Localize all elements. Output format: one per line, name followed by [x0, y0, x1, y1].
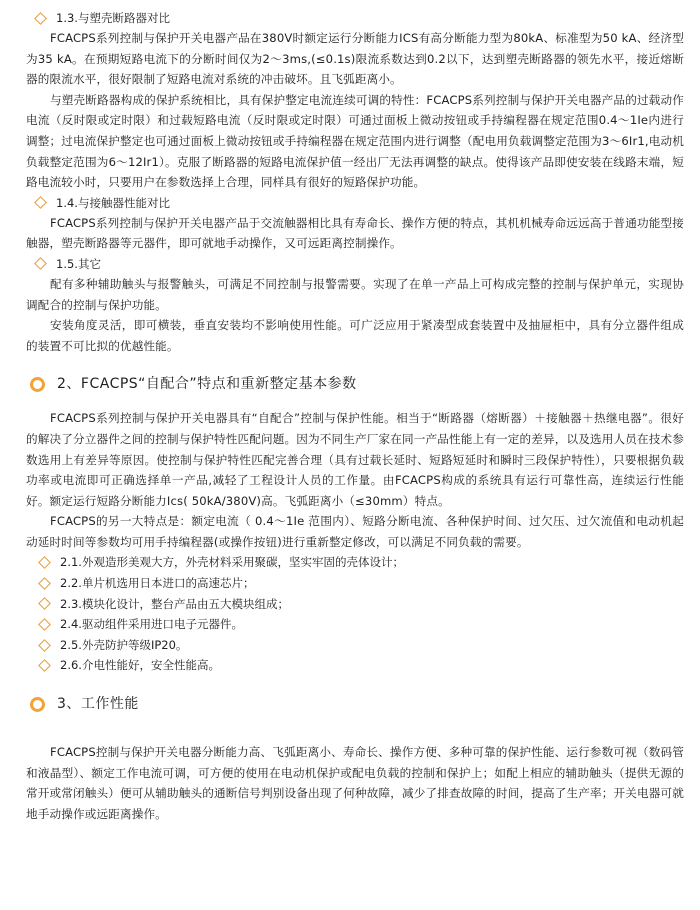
paragraph: FCACPS控制与保护开关电器分断能力高、飞弧距离小、寿命长、操作方便、多种可靠的保护性能、运行参数可视（数码管和液晶型）、额定工作电流可调，可方便的使用在电动机保护或配电负载的控制和保护上；如配上相应的辅助触头（提供无源的常开或常闭触头）便可从辅助触头的通断信号判别设备出现了何种故障，减少了排查故障的时间，提高了生产率；开关电器可就地手动操作或远距离操作。 — [26, 745, 684, 821]
paragraph: FCACPS系列控制与保护开关电器产品在380V时额定运行分断能力ICS有高分断能力型为80kA、标准型为50 kA、经济型为35 kA。在预期短路电流下的分断时间仅为2～3ms,(≤0.1s)限流系数达到0.2以下，达到塑壳断路器的领先水平，接近熔断器的限流水平，很好限制了短路电流对系统的冲击破坏。且飞弧距离小。 — [26, 31, 684, 87]
list-item — [40, 573, 684, 594]
diamond-bullet-icon — [38, 598, 51, 611]
section-heading-1-3 — [36, 8, 684, 28]
section-heading-1-4 — [36, 193, 684, 213]
diamond-bullet-icon — [38, 659, 51, 672]
list-item-text: 2.1.外观造形美观大方，外壳材料采用聚碳，坚实牢固的壳体设计； — [60, 555, 404, 570]
section-heading-text: 1.3.与塑壳断路器对比 — [56, 11, 170, 25]
paragraph: FCACPS的另一大特点是：额定电流（ 0.4～1Ie 范围内）、短路分断电流、各种保护时间、过欠压、过欠流值和电动机起动延时时间等参数均可用手持编程器(或操作按钮)进行重新整定修改，可以满足不同负载的需要。 — [26, 514, 684, 549]
paragraph: 与塑壳断路器构成的保护系统相比，具有保护整定电流连续可调的特性：FCACPS系列控制与保护开关电器产品的过载动作电流（反时限或定时限）和过载短路电流（反时限或定时限）可通过面板上微动按钮或手持编程器在规定范围0.4～1Ie内进行调整；过电流保护整定也可通过面板上微动按钮或手持编程器在规定范围内进行调整（配电用负载调整定范围为3～6Ir1,电动机负载整定范围为6～12Ir1）。克服了断路器的短路电流保护值一经出厂无法再调整的缺点。使得该产品即使安装在线路末端，短路电流较小时，只要用户在参数选择上合理，同样具有很好的短路保护功能。 — [26, 92, 684, 190]
section-heading-3 — [30, 694, 684, 714]
feature-list — [26, 552, 684, 676]
paragraph: 配有多种辅助触头与报警触头，可满足不同控制与报警需要。实现了在单一产品上可构成完整的控制与保护单元，实现协调配合的控制与保护功能。 — [26, 276, 684, 312]
section-heading-text: 3、工作性能 — [57, 696, 139, 713]
diamond-bullet-icon — [34, 196, 47, 209]
diamond-bullet-icon — [34, 258, 47, 271]
list-item-text: 2.5.外壳防护等级IP20。 — [60, 637, 188, 652]
diamond-bullet-icon — [38, 639, 51, 652]
list-item — [40, 594, 684, 615]
list-item — [40, 635, 684, 656]
list-item-text: 2.6.介电性能好，安全性能高。 — [60, 658, 220, 673]
diamond-bullet-icon — [34, 12, 47, 25]
list-item-text: 2.4.驱动组件采用进口电子元器件。 — [60, 617, 243, 632]
spacer — [26, 728, 684, 742]
list-item — [40, 655, 684, 676]
list-item — [40, 552, 684, 573]
section-heading-1-5 — [36, 254, 684, 274]
section-heading-2 — [30, 374, 684, 394]
paragraph: FCACPS系列控制与保护开关电器具有“自配合”控制与保护性能。相当于“断路器（熔断器）＋接触器＋热继电器”。很好的解决了分立器件之间的控制与保护特性匹配问题。因为不同生产厂家在同一产品性能上有一定的差异，以及选用人员在技术参数选用上有差异等原因。使控制与保护特性匹配完善合理（具有过载长延时、短路短延时和瞬时三段保护特性），只要根据负载功率或电流即可正确选择单一产品,减轻了工程设计人员的工作量。由FCACPS构成的系统具有运行可靠性高，连续运行性能好。额定运行短路分断能力Ics( 50kA/380V)高。飞弧距离小（≤30mm）特点。 — [26, 411, 684, 508]
list-item-text: 2.2.单片机选用日本进口的高速芯片； — [60, 576, 255, 591]
diamond-bullet-icon — [38, 577, 51, 590]
circle-bullet-icon — [30, 697, 45, 712]
paragraph: 安装角度灵活，即可横装，垂直安装均不影响使用性能。可广泛应用于紧凑型成套装置中及抽屉柜中，具有分立器件组成的装置不可比拟的优越性能。 — [26, 318, 684, 353]
section-heading-text: 1.4.与接触器性能对比 — [56, 195, 170, 210]
diamond-bullet-icon — [38, 618, 51, 631]
circle-bullet-icon — [30, 377, 45, 392]
list-item-text: 2.3.模块化设计，整台产品由五大模块组成； — [60, 596, 289, 611]
diamond-bullet-icon — [38, 556, 51, 569]
list-item — [40, 614, 684, 635]
section-heading-text: 1.5.其它 — [56, 256, 101, 271]
paragraph: FCACPS系列控制与保护开关电器产品于交流触器相比具有寿命长、操作方便的特点，其机机械寿命远远高于普通功能型接触器，塑壳断路器等元器件，即可就地手动操作，又可远距离控制操作。 — [26, 215, 684, 251]
section-heading-text: 2、FCACPS“自配合”特点和重新整定基本参数 — [57, 376, 357, 393]
